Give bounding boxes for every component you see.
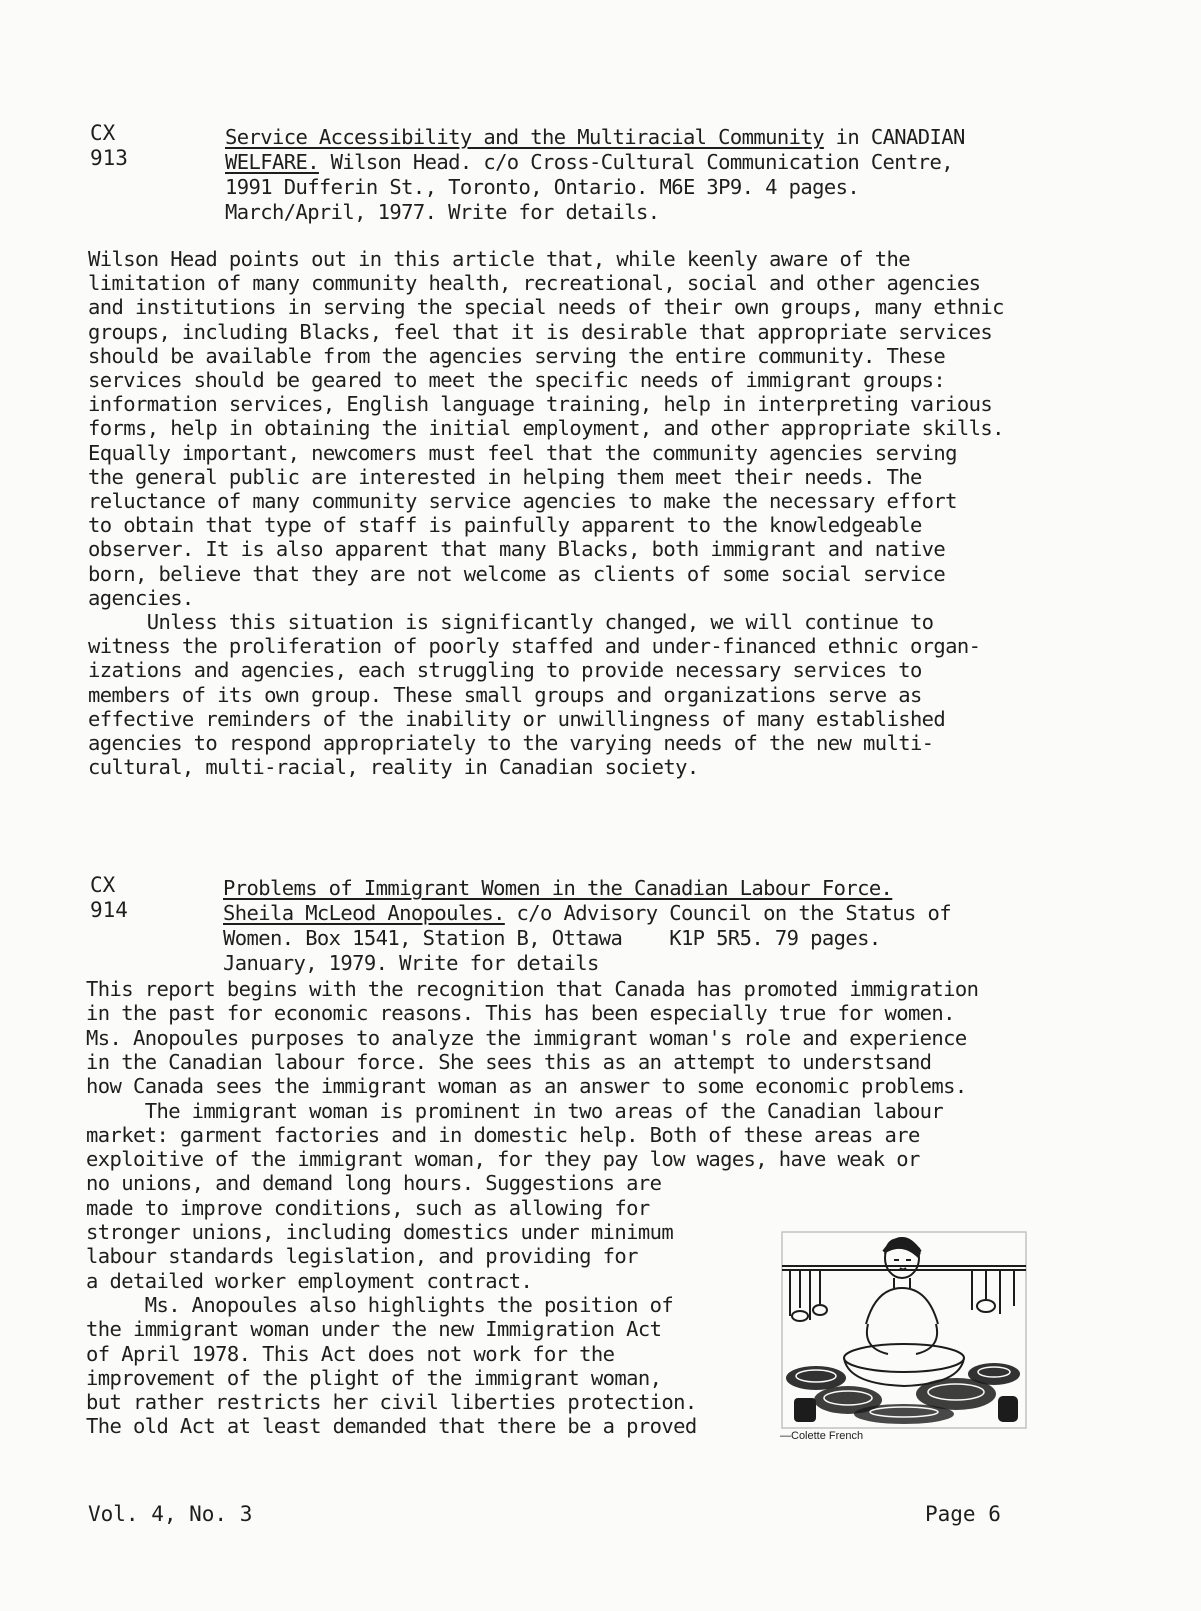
entry-914-abstract-line: This report begins with the recognition that Canada has promoted immigration <box>86 977 979 1001</box>
entry-913-id-number: 913 <box>90 146 128 170</box>
entry-913-abstract-line: and institutions in serving the special needs of their own groups, many ethnic <box>88 295 1004 320</box>
entry-914-author: Sheila McLeod Anopoules. <box>223 901 505 925</box>
entry-913-citation-line-2 <box>225 150 953 174</box>
entry-914-contact: c/o Advisory Council on the Status of <box>504 901 952 925</box>
entry-914-abstract-line: stronger unions, including domestics under minimum <box>86 1220 674 1244</box>
entry-913-abstract-line: should be available from the agencies serving the entire community. These <box>88 343 946 368</box>
footer-volume: Vol. 4, No. 3 <box>88 1502 253 1526</box>
entry-913-abstract-line: services should be geared to meet the specific needs of immigrant groups: <box>88 368 946 392</box>
entry-914-abstract-line: in the Canadian labour force. She sees this as an attempt to understsand <box>86 1049 932 1074</box>
entry-914-title: Problems of Immigrant Women in the Canadian Labour Force. <box>223 876 893 900</box>
entry-913-source-name: WELFARE. <box>225 150 319 174</box>
entry-913-abstract-line: the general public are interested in helping them meet their needs. The <box>88 464 922 489</box>
entry-913-abstract-line: witness the proliferation of poorly staffed and under-financed ethnic organ- <box>88 634 981 659</box>
entry-913-abstract-line: izations and agencies, each struggling to provide necessary services to <box>88 658 922 683</box>
entry-914-abstract-line: how Canada sees the immigrant woman as an answer to some economic problems. <box>86 1074 967 1099</box>
entry-913-title-line <box>225 125 965 149</box>
entry-913-citation-line-3: 1991 Dufferin St., Toronto, Ontario. M6E 3P9. 4 pages. <box>225 175 860 199</box>
illustration-woman-with-dishes <box>776 1228 1032 1430</box>
entry-914-abstract-line: made to improve conditions, such as allowing for <box>86 1195 650 1220</box>
entry-913-abstract-line: cultural, multi-racial, reality in Canadian society. <box>88 755 699 780</box>
footer-page-number: Page 6 <box>925 1502 1001 1526</box>
entry-913-abstract-line: agencies. <box>88 585 194 610</box>
entry-914-abstract-line: market: garment factories and in domestic help. Both of these areas are <box>86 1122 920 1147</box>
entry-914-abstract-line: Ms. Anopoules purposes to analyze the immigrant woman's role and experience <box>86 1025 967 1050</box>
entry-914-id-prefix: CX <box>90 873 116 897</box>
entry-914-abstract-line: exploitive of the immigrant woman, for they pay low wages, have weak or <box>86 1147 920 1172</box>
entry-914-abstract-line: no unions, and demand long hours. Suggestions are <box>86 1171 662 1196</box>
entry-914-citation-line-4: January, 1979. Write for details <box>223 951 599 975</box>
entry-914-abstract-line: but rather restricts her civil liberties protection. <box>86 1390 697 1415</box>
entry-914-abstract-line: in the past for economic reasons. This has been especially true for women. <box>86 1001 955 1026</box>
entry-914-abstract-line: labour standards legislation, and providing for <box>86 1244 638 1269</box>
entry-914-abstract-line: the immigrant woman under the new Immigration Act <box>86 1317 662 1342</box>
entry-914-abstract-line: The old Act at least demanded that there be a proved <box>86 1414 697 1439</box>
entry-914-abstract-line: improvement of the plight of the immigrant woman, <box>86 1365 662 1390</box>
entry-913-abstract-line: born, believe that they are not welcome as clients of some social service <box>88 561 946 586</box>
entry-913-abstract-line: Unless this situation is significantly changed, we will continue to <box>88 610 934 634</box>
entry-913-abstract-line: members of its own group. These small groups and organizations serve as <box>88 682 922 707</box>
entry-913-abstract-line: information services, English language training, help in interpreting various <box>88 392 993 417</box>
entry-914-abstract-line: of April 1978. This Act does not work for the <box>86 1341 615 1366</box>
illustration-credit: —Colette French <box>780 1430 864 1442</box>
entry-913-abstract-line: observer. It is also apparent that many Blacks, both immigrant and native <box>88 537 946 562</box>
entry-913-abstract-line: agencies to respond appropriately to the varying needs of the new multi- <box>88 731 934 755</box>
entry-913-id-prefix: CX <box>90 121 116 145</box>
entry-913-author-contact: Wilson Head. c/o Cross-Cultural Communication Centre, <box>318 150 954 174</box>
entry-913-citation-line-4: March/April, 1977. Write for details. <box>225 200 660 224</box>
entry-913-abstract-line: to obtain that type of staff is painfully apparent to the knowledgeable <box>88 513 922 538</box>
entry-913-abstract-line: effective reminders of the inability or unwillingness of many established <box>88 706 946 731</box>
entry-914-id-number: 914 <box>90 898 128 922</box>
entry-914-abstract-line: The immigrant woman is prominent in two areas of the Canadian labour <box>86 1098 944 1123</box>
entry-913-abstract-line: Equally important, newcomers must feel that the community agencies serving <box>88 440 957 465</box>
entry-913-abstract-line: forms, help in obtaining the initial employment, and other appropriate skills. <box>88 416 1004 441</box>
entry-913-title-suffix: in CANADIAN <box>823 125 965 149</box>
entry-914-abstract-line: a detailed worker employment contract. <box>86 1268 533 1293</box>
entry-913-abstract-line: groups, including Blacks, feel that it is desirable that appropriate services <box>88 319 993 344</box>
entry-914-citation-line-3: Women. Box 1541, Station B, Ottawa K1P 5R5. 79 pages. <box>223 926 881 950</box>
entry-914-abstract-line: Ms. Anopoules also highlights the position of <box>86 1292 674 1317</box>
entry-913-abstract-line: Wilson Head points out in this article that, while keenly aware of the <box>88 247 910 271</box>
entry-913-abstract-line: limitation of many community health, recreational, social and other agencies <box>88 271 981 296</box>
entry-913-abstract-line: reluctance of many community service agencies to make the necessary effort <box>88 489 957 513</box>
entry-914-citation-line-2 <box>223 901 951 925</box>
entry-913-title: Service Accessibility and the Multiracial Community <box>225 125 824 149</box>
entry-914-title-line <box>223 876 892 900</box>
